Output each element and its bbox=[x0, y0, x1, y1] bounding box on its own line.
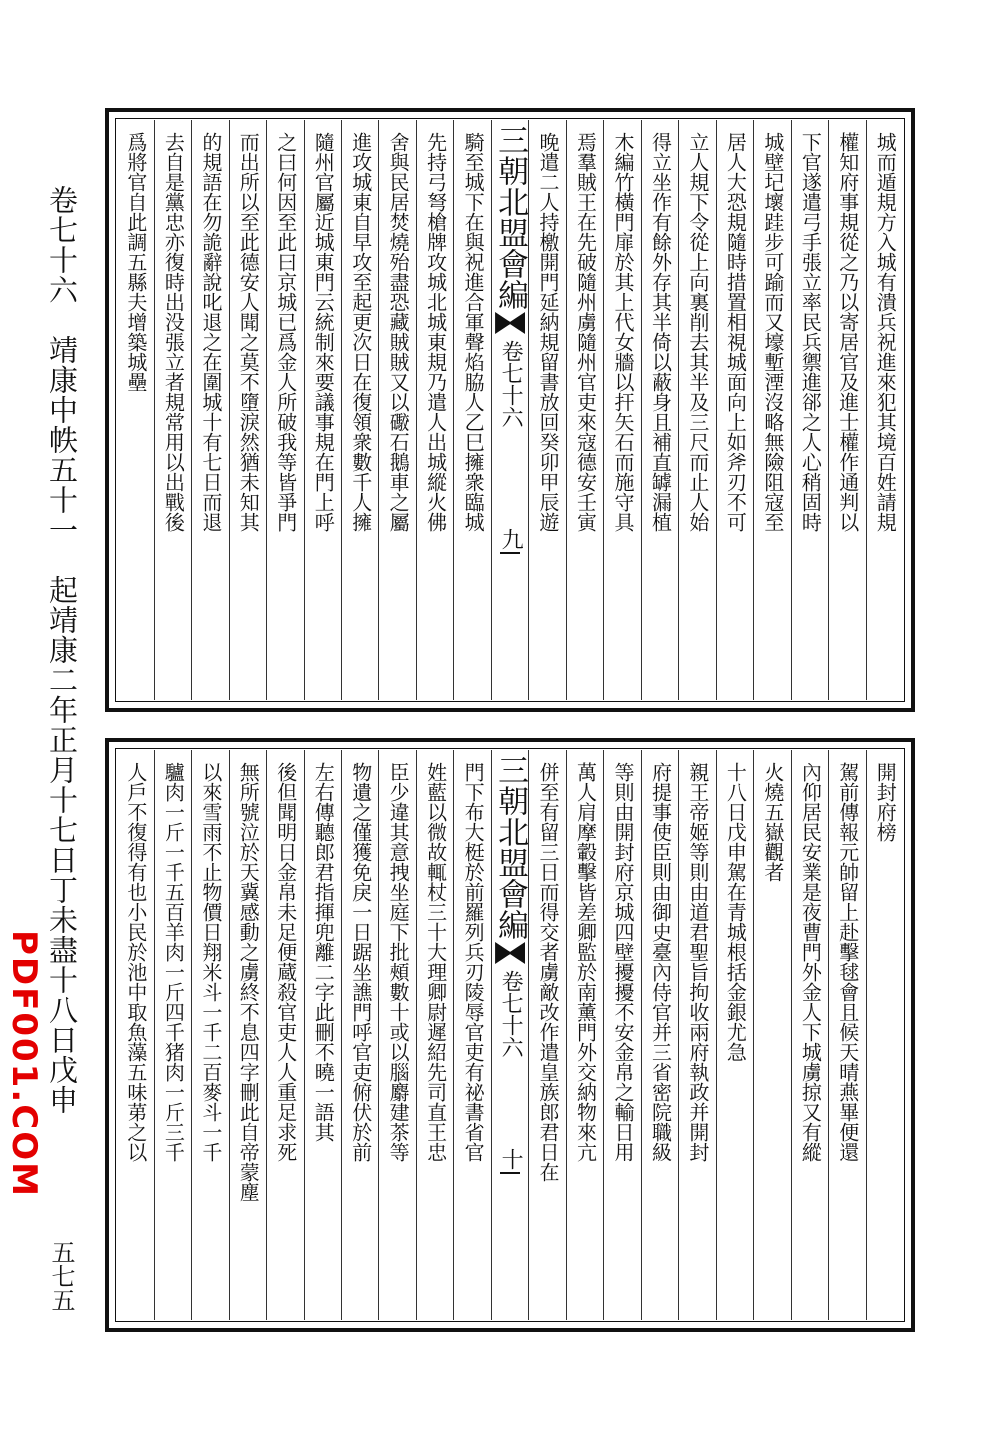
text-column: 之曰何因至此曰京城已爲金人所破我等皆爭門 bbox=[266, 120, 303, 700]
text-column: 焉羣賊王在先破隨州虜隨州官吏來寇德安壬寅 bbox=[566, 120, 603, 700]
text-column: 門下布大梃於前羅列兵刃陵辱官吏有祕書省官 bbox=[453, 750, 490, 1320]
text-column: 左右傳聽郎君指揮兜離二字此刪不曉一語其 bbox=[304, 750, 341, 1320]
page-number: 五七五 bbox=[47, 1240, 75, 1312]
fish-tail-mark-icon bbox=[495, 942, 525, 964]
text-column: 府提事使臣則由御史臺內侍官并三省密院職級 bbox=[641, 750, 678, 1320]
fish-tail-mark-icon bbox=[495, 312, 525, 334]
text-column: 木編竹橫門扉於其上代女牆以扞矢石而施守具 bbox=[603, 120, 640, 700]
text-column: 無所號泣於天冀感動之虜終不息四字刪此自帝蒙塵 bbox=[229, 750, 266, 1320]
text-column: 開封府榜 bbox=[866, 750, 903, 1320]
text-column: 駕前傳報元帥留上赴擊毬會且候天晴燕畢便還 bbox=[828, 750, 865, 1320]
running-title: 卷七十六 靖康中帙五十一 起靖康二年正月十七日丁未盡十八日戊申 bbox=[45, 185, 79, 1115]
text-column: 立人規下令從上向裏削去其半及三尺而止人始 bbox=[678, 120, 715, 700]
leaf-number: 十 bbox=[498, 1148, 524, 1170]
text-column: 十八日戊申駕在青城根括金銀尤急 bbox=[716, 750, 753, 1320]
book-title: 三朝北盟會編 bbox=[492, 754, 529, 940]
text-column: 爲將官自此調五縣夫增築城壘 bbox=[123, 132, 148, 392]
text-column: 驢肉一斤一千五百羊肉一斤四千猪肉一斤三千 bbox=[154, 750, 191, 1320]
text-column: 晚遣二人持檄開門延納規留書放回癸卯甲辰遊 bbox=[528, 120, 565, 700]
text-column: 萬人肩摩轂擊皆差卿監於南薰門外交納物來亢 bbox=[566, 750, 603, 1320]
text-column: 進攻城東自早攻至起更次日在復領衆數千人擁 bbox=[341, 120, 378, 700]
watermark: PDF001.COM bbox=[4, 930, 44, 1198]
text-column: 親王帝姬等則由道君聖旨拘收兩府執政并開封 bbox=[678, 750, 715, 1320]
leaf-number: 九 bbox=[498, 528, 524, 550]
text-column: 下官遂遣弓手張立率民兵禦進郤之人心稍固時 bbox=[791, 120, 828, 700]
fold-rule bbox=[500, 1172, 520, 1174]
text-column: 併至有留三日而得交者虜敵改作遣皇族郎君日在 bbox=[528, 750, 565, 1320]
text-column: 隨州官屬近城東門云統制來要議事規在門上呼 bbox=[304, 120, 341, 700]
fold-column bbox=[491, 120, 528, 700]
text-column: 城而遁規方入城有潰兵祝進來犯其境百姓請規 bbox=[866, 120, 903, 700]
text-column: 居人大恐規隨時措置相視城面向上如斧刃不可 bbox=[716, 120, 753, 700]
text-column: 物遺之僅獲免戾一日踞坐譙門呼官吏俯伏於前 bbox=[341, 750, 378, 1320]
text-column: 得立坐作有餘外存其半倚以蔽身且補直罅漏植 bbox=[641, 120, 678, 700]
text-column: 權知府事規從之乃以寄居官及進士權作通判以 bbox=[828, 120, 865, 700]
top-text-panel bbox=[105, 108, 915, 712]
bottom-text-panel bbox=[105, 738, 915, 1332]
volume-label: 卷七十六 bbox=[498, 970, 524, 1058]
volume-label: 卷七十六 bbox=[498, 340, 524, 428]
text-column: 而出所以至此德安人聞之莫不墮淚然猶未知其 bbox=[229, 120, 266, 700]
text-column: 人戶不復得有也小民於池中取魚藻五味苐之以 bbox=[123, 762, 148, 1162]
text-column: 先持弓弩槍牌攻城北城東規乃遣人出城縱火佛 bbox=[416, 120, 453, 700]
text-column: 後但聞明日金帛未足便蔵殺官吏人人重足求死 bbox=[266, 750, 303, 1320]
book-title: 三朝北盟會編 bbox=[492, 124, 529, 310]
text-column: 等則由開封府京城四壁擾擾不安金帛之輸日用 bbox=[603, 750, 640, 1320]
text-column: 臣少違其意拽坐庭下批頰數十或以腦麝建茶等 bbox=[378, 750, 415, 1320]
text-column: 火燒五嶽觀者 bbox=[753, 750, 790, 1320]
text-column: 去自是黨忠亦復時出没張立者規常用以出戰後 bbox=[154, 120, 191, 700]
text-column: 姓藍以微故輒杖三十大理卿尉遲紹先司直王忠 bbox=[416, 750, 453, 1320]
text-column: 騎至城下在與祝進合軍聲焰脇人乙巳擁衆臨城 bbox=[453, 120, 490, 700]
fold-column bbox=[491, 750, 528, 1320]
text-column: 內仰居民安業是夜曹門外金人下城虜掠又有縱 bbox=[791, 750, 828, 1320]
text-column: 以來雪雨不止物價日翔米斗一千二百麥斗一千 bbox=[191, 750, 228, 1320]
fold-rule bbox=[500, 552, 520, 554]
text-column: 的規語在勿詭辭說叱退之在圍城十有七日而退 bbox=[191, 120, 228, 700]
text-column: 城壁圮壞跬步可踰而又壕塹湮沒略無險阻寇至 bbox=[753, 120, 790, 700]
text-column: 舍與民居焚燒殆盡恐藏賊賊又以礮石鵝車之屬 bbox=[378, 120, 415, 700]
